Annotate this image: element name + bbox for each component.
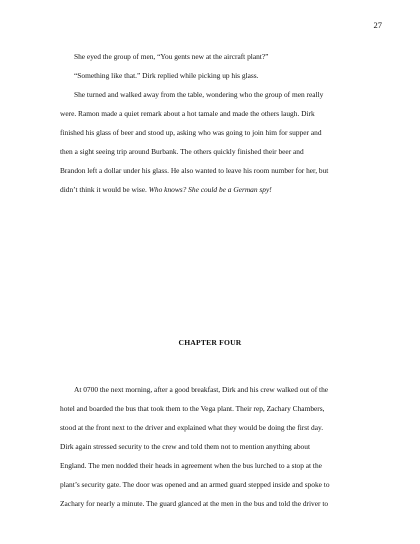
paragraph-morning — [60, 380, 362, 513]
text-line: hotel and boarded the bus that took them to the Vega plant. Their rep, Zachary Chambers, — [60, 404, 325, 413]
text-line: Zachary for nearly a minute. The guard glanced at the men in the bus and told the driver to — [60, 499, 329, 508]
text-line: She turned and walked away from the table, wondering who the group of men really — [74, 90, 324, 99]
paragraph-eyed — [60, 47, 362, 66]
text-line: then a sight seeing trip around Burbank. The others quickly finished their beer and — [60, 147, 304, 156]
text-line: stood at the front next to the driver and explained what they would be doing the first day. — [60, 423, 324, 432]
page-number: 27 — [373, 20, 382, 30]
text-line: Brandon left a dollar under his glass. He also wanted to leave his room number for her, but — [60, 166, 329, 175]
paragraph-something — [60, 66, 362, 85]
paragraph-turned — [60, 85, 362, 199]
chapter-heading: CHAPTER FOUR — [178, 338, 242, 347]
text-line: “Something like that.” Dirk replied while picking up his glass. — [74, 71, 259, 80]
text-line: were. Ramon made a quiet remark about a hot tamale and made the others laugh. Dirk — [60, 109, 315, 118]
text-line: finished his glass of beer and stood up, asking who was going to join him for supper and — [60, 128, 322, 137]
text-line: At 0700 the next morning, after a good breakfast, Dirk and his crew walked out of the — [74, 385, 329, 394]
text-line-with-italic — [60, 180, 362, 199]
text-line: Dirk again stressed security to the crew and told them not to mention anything about — [60, 442, 310, 451]
text-line: plant’s security gate. The door was opened and an armed guard stepped inside and spoke to — [60, 480, 330, 489]
text-line: England. The men nodded their heads in agreement when the bus lurched to a stop at the — [60, 461, 322, 470]
text-line: She eyed the group of men, “You gents new at the aircraft plant?” — [74, 52, 269, 61]
italic-thought: Who knows? She could be a German spy! — [148, 185, 272, 194]
text-segment: didn’t think it would be wise. — [60, 185, 147, 194]
